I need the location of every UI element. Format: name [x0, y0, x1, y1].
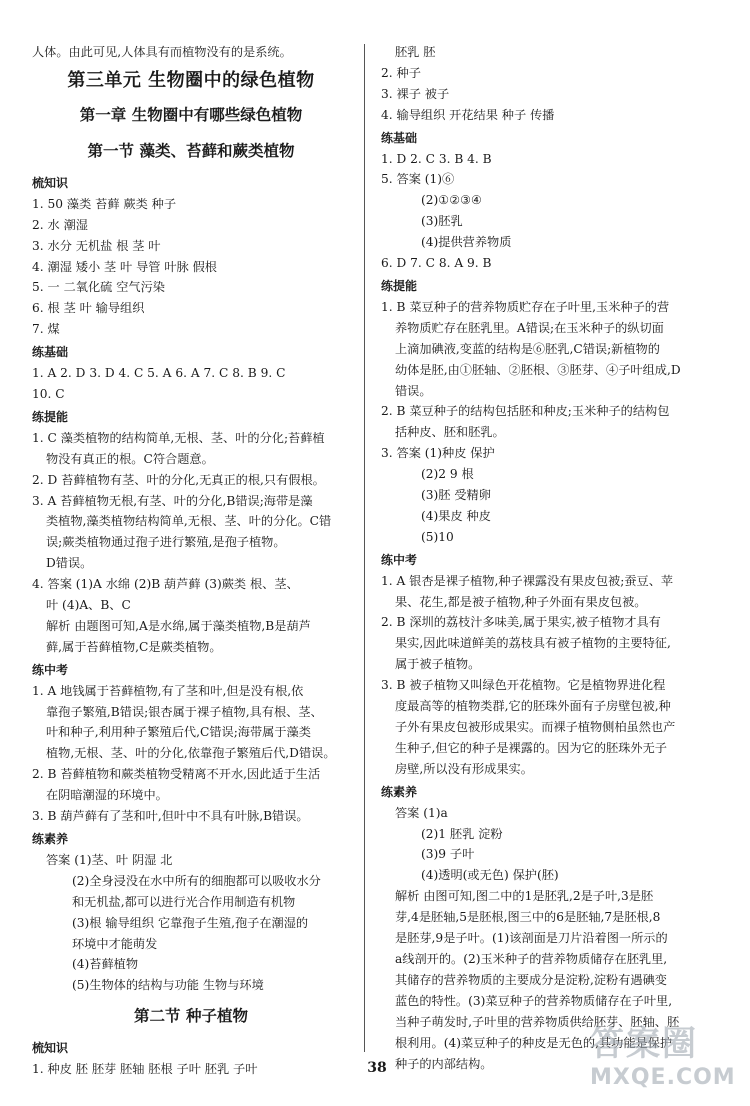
section-heading: 练中考 — [32, 662, 69, 677]
text-line: 生种子,但它的种子是裸露的。因为它的胚珠外无子 — [395, 740, 667, 755]
text-line: 叶 (4)A、B、C — [46, 598, 131, 613]
section-heading: 练中考 — [381, 552, 418, 567]
text-line: 3. B 葫芦藓有了茎和叶,但叶中不具有叶脉,B错误。 — [32, 809, 309, 824]
text-line: 芽,4是胚轴,5是胚根,图三中的6是胚轴,7是胚根,8 — [395, 910, 661, 925]
text-line: 2. B 苔藓植物和蕨类植物受精离不开水,因此适于生活 — [32, 767, 321, 782]
text-line: (2)1 胚乳 淀粉 — [421, 826, 503, 841]
section-heading: 练基础 — [381, 130, 418, 145]
text-line: 房壁,所以没有形成果实。 — [395, 761, 533, 776]
text-line: 根利用。(4)菜豆种子的种皮是无色的,其功能是保护 — [395, 1035, 673, 1050]
text-line: 和无机盐,都可以进行光合作用制造有机物 — [72, 894, 296, 909]
text-line: 4. 输导组织 开花结果 种子 传播 — [381, 107, 555, 122]
text-line: 2. B 菜豆种子的结构包括胚和种皮;玉米种子的结构包 — [381, 404, 670, 419]
text-line: 幼体是胚,由①胚轴、②胚根、③胚芽、④子叶组成,D — [395, 362, 681, 377]
text-line: 果实,因此味道鲜美的荔枝具有被子植物的主要特征, — [395, 636, 671, 651]
text-line: (3)9 子叶 — [421, 847, 475, 862]
text-line: 上滴加碘液,变蓝的结构是⑥胚乳,C错误;新植物的 — [395, 341, 660, 356]
text-line: 5. 一 二氧化硫 空气污染 — [32, 280, 165, 295]
text-line: D错误。 — [46, 556, 93, 571]
text-line: (4)透明(或无色) 保护(胚) — [421, 868, 559, 883]
section-heading: 练素养 — [381, 784, 418, 799]
text-line: 其储存的营养物质的主要成分是淀粉,淀粉有遇碘变 — [395, 972, 667, 987]
text-line: (3)根 输导组织 它靠孢子生殖,孢子在潮湿的 — [72, 915, 309, 930]
text-line: (5)生物体的结构与功能 生物与环境 — [72, 978, 264, 993]
text-line: 果、花生,都是被子植物,种子外面有果皮包被。 — [395, 594, 647, 609]
text-line: 误;蕨类植物通过孢子进行繁殖,是孢子植物。 — [46, 535, 286, 550]
section-title: 第二节 种子植物 — [134, 1007, 248, 1026]
text-line: (2)2 9 根 — [421, 467, 474, 482]
text-line: 3. 水分 无机盐 根 茎 叶 — [32, 238, 161, 253]
text-line: 10. C — [32, 386, 65, 401]
section-heading: 练提能 — [32, 409, 69, 424]
text-line: 4. 答案 (1)A 水绵 (2)B 葫芦藓 (3)蕨类 根、茎、 — [32, 577, 299, 592]
section-heading: 梳知识 — [32, 1041, 69, 1056]
text-line: (4)苔藓植物 — [72, 957, 139, 972]
text-line: 6. D 7. C 8. A 9. B — [381, 256, 492, 271]
text-line: 2. D 苔藓植物有茎、叶的分化,无真正的根,只有假根。 — [32, 472, 325, 487]
text-line: 1. A 银杏是裸子植物,种子裸露没有果皮包被;蚕豆、苹 — [381, 573, 674, 588]
text-line: (3)胚乳 — [421, 214, 463, 229]
text-line: 答案 (1)a — [395, 805, 448, 820]
text-line: 3. A 苔藓植物无根,有茎、叶的分化,B错误;海带是藻 — [32, 493, 313, 508]
text-line: 1. A 2. D 3. D 4. C 5. A 6. A 7. C 8. B 9. C — [32, 366, 286, 381]
section-heading: 练素养 — [32, 832, 69, 846]
text-line: 植物,无根、茎、叶的分化,依靠孢子繁殖后代,D错误。 — [46, 746, 336, 761]
text-line: 人体。由此可见,人体具有而植物没有的是系统。 — [32, 45, 292, 59]
text-line: 括种皮、胚和胚乳。 — [395, 425, 505, 440]
text-line: 1. D 2. C 3. B 4. B — [381, 151, 492, 166]
text-line: 3. 裸子 被子 — [381, 86, 450, 101]
text-line: (2)①②③④ — [421, 193, 482, 208]
text-line: (5)10 — [421, 529, 454, 544]
text-line: 2. 种子 — [381, 65, 421, 80]
text-line: 物没有真正的根。C符合题意。 — [46, 451, 214, 466]
text-line: 蓝色的特性。(3)菜豆种子的营养物质储存在子叶里, — [395, 993, 673, 1008]
column-divider — [364, 44, 365, 1052]
text-line: 在阴暗潮湿的环境中。 — [46, 788, 168, 803]
watermark-text: 答案圈 — [590, 1024, 698, 1064]
text-line: 是胚芽,9是子叶。(1)该剖面是刀片沿着图一所示的 — [395, 931, 668, 946]
text-line: (4)果皮 种皮 — [421, 508, 491, 523]
text-line: 3. 答案 (1)种皮 保护 — [381, 446, 495, 461]
text-line: 类植物,藻类植物结构简单,无根、茎、叶的分化。C错 — [46, 514, 332, 529]
text-line: 叶和种子,利用种子繁殖后代,C错误;海带属于藻类 — [46, 725, 311, 740]
left-column — [32, 42, 350, 1080]
watermark-logo — [590, 1024, 740, 1100]
text-line: 错误。 — [395, 383, 432, 398]
text-line: 1. 种皮 胚 胚芽 胚轴 胚根 子叶 胚乳 子叶 — [32, 1062, 258, 1077]
section-heading: 练基础 — [32, 345, 69, 360]
text-line: 1. B 菜豆种子的营养物质贮存在子叶里,玉米种子的营 — [381, 299, 670, 314]
text-line: 靠孢子繁殖,B错误;银杏属于裸子植物,具有根、茎、 — [46, 704, 323, 719]
text-line: (2)全身浸没在水中所有的细胞都可以吸收水分 — [72, 873, 321, 888]
section-heading: 梳知识 — [32, 175, 69, 190]
text-line: 3. B 被子植物又叫绿色开花植物。它是植物界进化程 — [381, 678, 666, 693]
text-line: a线剖开的。(2)玉米种子的营养物质储存在胚乳里, — [395, 951, 668, 966]
text-line: 2. B 深圳的荔枝汁多味美,属于果实,被子植物才具有 — [381, 615, 661, 630]
text-line: 1. C 藻类植物的结构简单,无根、茎、叶的分化;苔藓植 — [32, 430, 325, 445]
text-line: 环境中才能萌发 — [72, 936, 158, 951]
text-line: 藓,属于苔藓植物,C是蕨类植物。 — [46, 639, 222, 654]
watermark-url: MXQE.COM — [590, 1065, 736, 1090]
right-column — [381, 42, 713, 1074]
text-line: (3)胚 受精卵 — [421, 488, 491, 503]
text-line: 6. 根 茎 叶 输导组织 — [32, 301, 145, 316]
text-line: 种子的内部结构。 — [395, 1056, 493, 1071]
text-line: 解析 由图可知,图二中的1是胚乳,2是子叶,3是胚 — [395, 889, 654, 904]
text-line: 养物质贮存在胚乳里。A错误;在玉米种子的纵切面 — [395, 320, 664, 335]
text-line: 属于被子植物。 — [395, 657, 481, 672]
page-number: 38 — [367, 1060, 387, 1076]
text-line: 胚乳 胚 — [395, 45, 436, 59]
unit-title: 第三单元 生物圈中的绿色植物 — [67, 69, 315, 91]
text-line: 5. 答案 (1)⑥ — [381, 172, 455, 187]
text-line: 解析 由题图可知,A是水绵,属于藻类植物,B是葫芦 — [46, 618, 311, 633]
section-heading: 练提能 — [381, 278, 418, 293]
section-title: 第一节 藻类、苔藓和蕨类植物 — [87, 141, 295, 160]
text-line: 答案 (1)茎、叶 阴湿 北 — [46, 852, 173, 867]
text-line: 1. 50 藻类 苔藓 蕨类 种子 — [32, 196, 177, 211]
text-line: (4)提供营养物质 — [421, 235, 512, 250]
text-line: 子外有果皮包被形成果实。而裸子植物侧柏虽然也产 — [395, 720, 676, 734]
chapter-title: 第一章 生物圈中有哪些绿色植物 — [79, 105, 303, 124]
text-line: 4. 潮湿 矮小 茎 叶 导管 叶脉 假根 — [32, 259, 217, 274]
text-line: 2. 水 潮湿 — [32, 217, 88, 232]
text-line: 7. 煤 — [32, 322, 60, 337]
text-line: 度最高等的植物类群,它的胚珠外面有子房壁包被,种 — [395, 699, 671, 714]
text-line: 当种子萌发时,子叶里的营养物质供给胚芽、胚轴、胚 — [395, 1014, 680, 1029]
text-line: 1. A 地钱属于苔藓植物,有了茎和叶,但是没有根,依 — [32, 683, 304, 698]
